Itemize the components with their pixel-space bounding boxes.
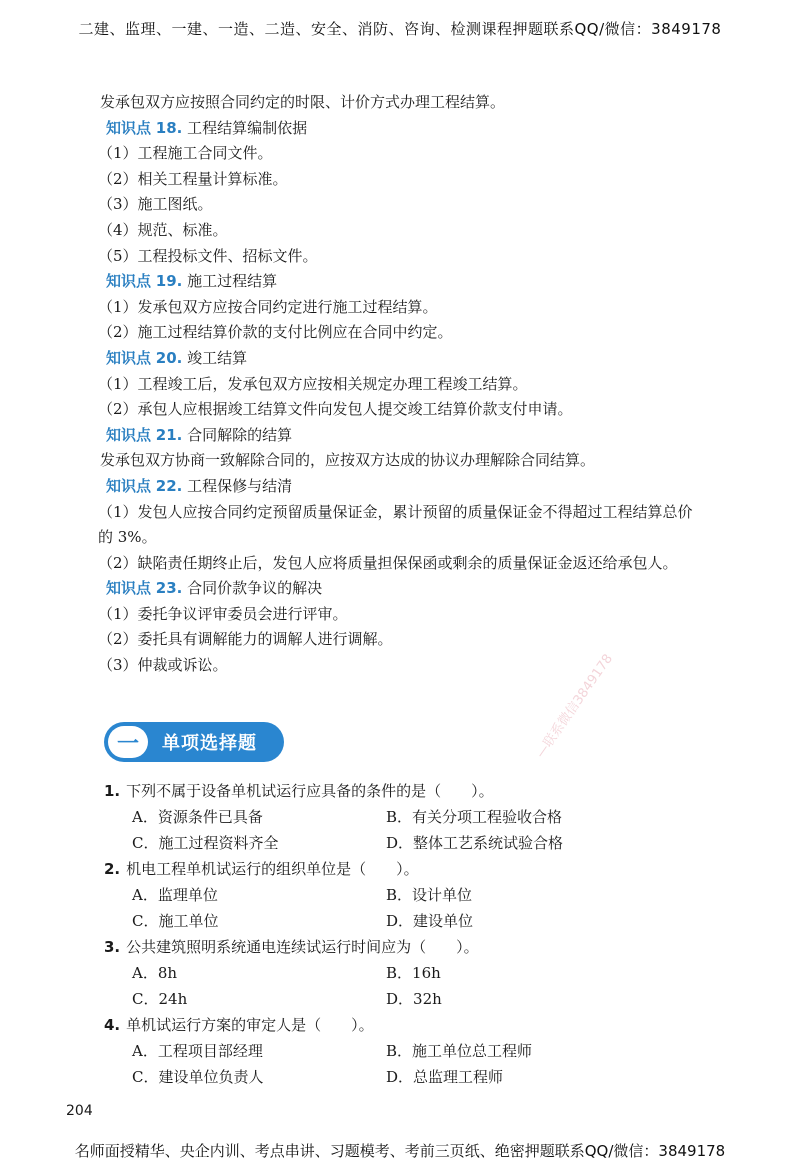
question-stem (104, 934, 704, 960)
kp-heading-21 (100, 423, 700, 449)
question-list (104, 778, 704, 1090)
list-item: （2）委托具有调解能力的调解人进行调解。 (98, 630, 393, 649)
option-row (104, 804, 704, 830)
page-footer: 名师面授精华、央企内训、考点串讲、习题模考、考前三页纸、绝密押题联系QQ/微信：3849178 (74, 1142, 726, 1160)
kp-heading-23 (100, 576, 700, 602)
option-row (104, 908, 704, 934)
kp-title: 施工过程结算 (187, 272, 278, 291)
question-number: 1. (104, 782, 121, 800)
option: B．施工单位总工程师 (386, 1042, 533, 1060)
kp-title: 竣工结算 (187, 348, 248, 367)
kp-title: 工程结算编制依据 (187, 118, 308, 137)
question-text: 公共建筑照明系统通电连续试运行时间应为（ ）。 (126, 938, 479, 956)
list-item: （1）发承包双方应按合同约定进行施工过程结算。 (98, 297, 438, 316)
option: D．建设单位 (386, 912, 474, 930)
list-item: （4）规范、标准。 (98, 220, 228, 239)
intro-line: 发承包双方应按照合同约定的时限、计价方式办理工程结算。 (100, 93, 506, 111)
page-header: 二建、监理、一建、一造、二造、安全、消防、咨询、检测课程押题联系QQ/微信：3849178 (78, 20, 722, 38)
question-number: 2. (104, 860, 121, 878)
kp-heading-18 (100, 116, 700, 142)
kp-label: 知识点 (106, 348, 152, 367)
kp-label: 知识点 (106, 272, 152, 291)
kp-number: 19. (155, 272, 183, 291)
question-number: 3. (104, 938, 121, 956)
list-item: （1）委托争议评审委员会进行评审。 (98, 604, 348, 623)
kp-title: 合同解除的结算 (187, 425, 293, 444)
kp-number: 20. (155, 348, 183, 367)
question-stem (104, 1012, 704, 1038)
kp-label: 知识点 (106, 425, 152, 444)
section-badge (104, 722, 284, 762)
option: B．设计单位 (386, 886, 473, 904)
option: D．总监理工程师 (386, 1068, 504, 1086)
kp-heading-20 (100, 346, 700, 372)
option-row (104, 882, 704, 908)
option: A．资源条件已具备 (132, 808, 263, 826)
option: B．有关分项工程验收合格 (386, 808, 563, 826)
question-text: 机电工程单机试运行的组织单位是（ ）。 (126, 860, 419, 878)
kp-label: 知识点 (106, 476, 152, 495)
kp-number: 21. (155, 425, 183, 444)
option: A．工程项目部经理 (132, 1042, 263, 1060)
list-item: （1）工程施工合同文件。 (98, 144, 273, 163)
list-item: （1）工程竣工后，发承包双方应按相关规定办理工程竣工结算。 (98, 374, 528, 393)
kp-number: 18. (155, 118, 183, 137)
option: D．整体工艺系统试验合格 (386, 834, 564, 852)
kp-paragraph: （1）发包人应按合同约定预留质量保证金，累计预留的质量保证金不得超过工程结算总价的 3%。 (98, 502, 693, 547)
option: B．16h (386, 964, 441, 982)
option: A．8h (132, 964, 178, 982)
kp-label: 知识点 (106, 579, 152, 598)
section-number: 一 (108, 726, 148, 758)
question-stem (104, 778, 704, 804)
question-stem (104, 856, 704, 882)
list-item: （5）工程投标文件、招标文件。 (98, 246, 318, 265)
kp-heading-22 (100, 474, 700, 500)
kp-heading-19 (100, 269, 700, 295)
question-text: 单机试运行方案的审定人是（ ）。 (126, 1016, 374, 1034)
kp-title: 工程保修与结清 (187, 476, 293, 495)
list-item: （2）施工过程结算价款的支付比例应在合同中约定。 (98, 323, 453, 342)
option-row (104, 986, 704, 1012)
list-item: （3）仲裁或诉讼。 (98, 656, 228, 675)
question-text: 下列不属于设备单机试运行应具备的条件的是（ ）。 (126, 782, 494, 800)
option: C．24h (132, 990, 188, 1008)
option-row (104, 1038, 704, 1064)
option: C．施工单位 (132, 912, 219, 930)
kp-label: 知识点 (106, 118, 152, 137)
option-row (104, 960, 704, 986)
option: C．建设单位负责人 (132, 1068, 264, 1086)
question-number: 4. (104, 1016, 121, 1034)
option: C．施工过程资料齐全 (132, 834, 279, 852)
watermark-text: —联系微信3849178 (533, 651, 617, 761)
list-item: （2）相关工程量计算标准。 (98, 169, 288, 188)
kp-paragraph: （2）缺陷责任期终止后，发包人应将质量担保保函或剩余的质量保证金返还给承包人。 (98, 553, 678, 572)
knowledge-content (100, 90, 700, 679)
kp-number: 22. (155, 476, 183, 495)
section-title: 单项选择题 (162, 733, 257, 754)
kp-text: 发承包双方协商一致解除合同的，应按双方达成的协议办理解除合同结算。 (100, 451, 596, 470)
option: A．监理单位 (132, 886, 218, 904)
option: D．32h (386, 990, 442, 1008)
kp-title: 合同价款争议的解决 (187, 579, 323, 598)
page-number: 204 (66, 1103, 93, 1119)
option-row (104, 830, 704, 856)
option-row (104, 1064, 704, 1090)
list-item: （2）承包人应根据竣工结算文件向发包人提交竣工结算价款支付申请。 (98, 400, 573, 419)
list-item: （3）施工图纸。 (98, 195, 213, 214)
kp-number: 23. (155, 579, 183, 598)
